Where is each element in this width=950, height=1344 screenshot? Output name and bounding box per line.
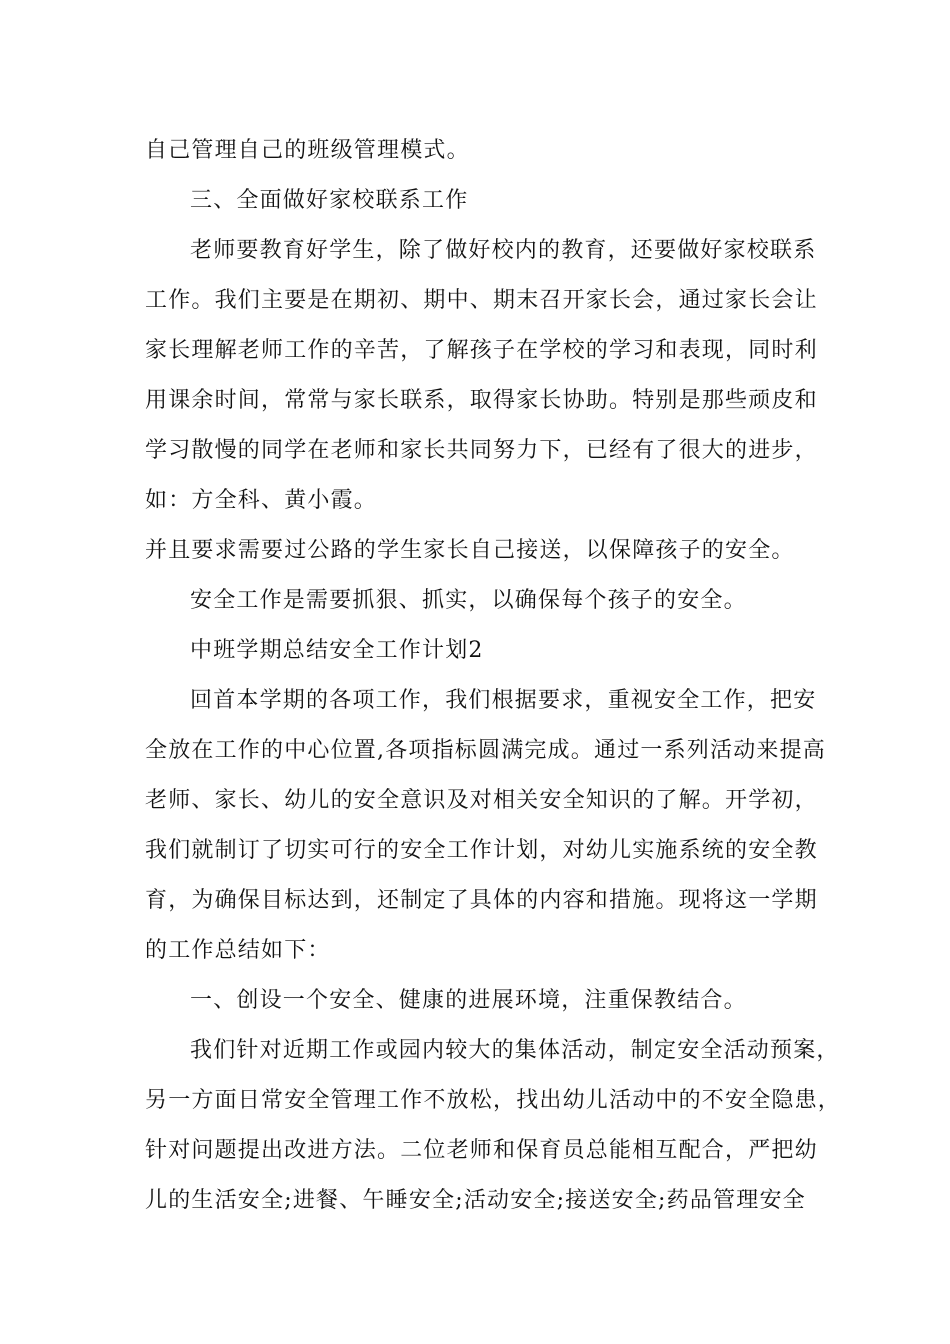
paragraph-line: 并且要求需要过公路的学生家长自己接送，以保障孩子的安全。 [145, 538, 795, 563]
section-heading: 中班学期总结安全工作计划2 [190, 638, 484, 663]
paragraph-line: 另一方面日常安全管理工作不放松，找出幼儿活动中的不安全隐患， [145, 1088, 842, 1113]
paragraph-line: 我们就制订了切实可行的安全工作计划，对幼儿实施系统的安全教 [145, 838, 818, 863]
paragraph-line: 工作。我们主要是在期初、期中、期末召开家长会，通过家长会让 [145, 288, 818, 313]
paragraph-line: 的工作总结如下： [145, 938, 331, 963]
paragraph-line: 针对问题提出改进方法。二位老师和保育员总能相互配合，严把幼 [145, 1138, 818, 1163]
paragraph-line: 家长理解老师工作的辛苦，了解孩子在学校的学习和表现，同时利 [145, 338, 818, 363]
paragraph-line: 全放在工作的中心位置,各项指标圆满完成。通过一系列活动来提高 [145, 738, 826, 763]
paragraph-line: 安全工作是需要抓狠、抓实，以确保每个孩子的安全。 [190, 588, 747, 613]
paragraph-line: 我们针对近期工作或园内较大的集体活动，制定安全活动预案， [190, 1038, 840, 1063]
paragraph-line: 如：方全科、黄小霞。 [145, 488, 378, 513]
paragraph-line: 老师、家长、幼儿的安全意识及对相关安全知识的了解。开学初， [145, 788, 818, 813]
paragraph-line: 老师要教育好学生，除了做好校内的教育，还要做好家校联系 [190, 238, 817, 263]
section-heading: 三、全面做好家校联系工作 [190, 188, 469, 213]
text-line: 自己管理自己的班级管理模式。 [145, 138, 470, 163]
section-heading: 一、创设一个安全、健康的进展环境，注重保教结合。 [190, 988, 747, 1013]
paragraph-line: 学习散慢的同学在老师和家长共同努力下，已经有了很大的进步， [145, 438, 818, 463]
paragraph-line: 育，为确保目标达到，还制定了具体的内容和措施。现将这一学期 [145, 888, 818, 913]
paragraph-line: 回首本学期的各项工作，我们根据要求，重视安全工作，把安 [190, 688, 817, 713]
paragraph-line: 用课余时间，常常与家长联系，取得家长协助。特别是那些顽皮和 [145, 388, 818, 413]
paragraph-line: 儿的生活安全;进餐、午睡安全;活动安全;接送安全;药品管理安全 [145, 1188, 806, 1213]
